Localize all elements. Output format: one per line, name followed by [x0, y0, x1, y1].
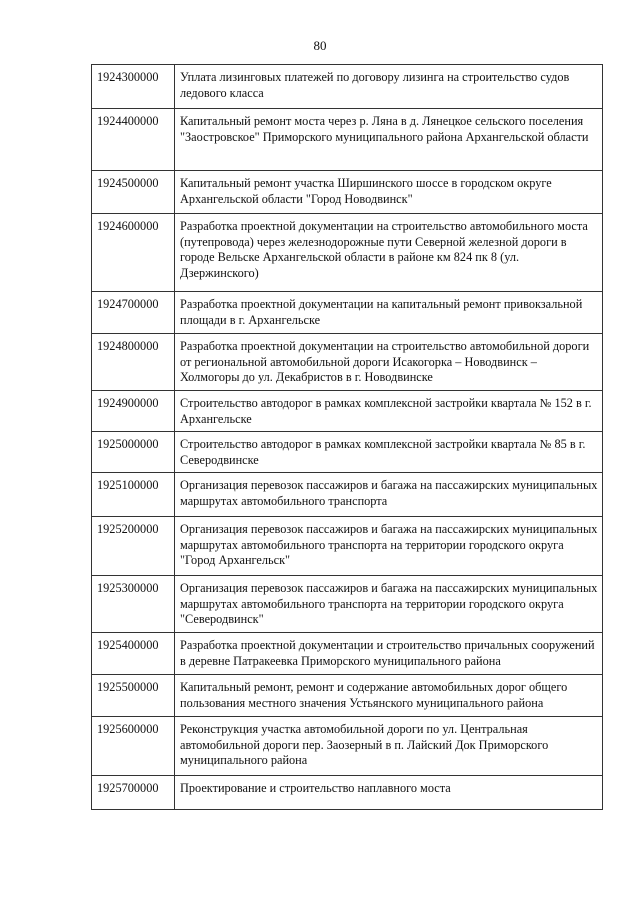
table-row [92, 292, 603, 334]
row-description: Организация перевозок пассажиров и багажа на пассажирских муниципальных маршрутах автомобильного транспорта на территории городского округа "Город Архангельск" [175, 517, 603, 576]
row-description: Уплата лизинговых платежей по договору лизинга на строительство судов ледового класса [175, 65, 603, 109]
table-row [92, 334, 603, 391]
row-description: Разработка проектной документации на строительство автомобильной дороги от региональной автомобильной дороги Исакогорка – Новодвинск – Холмогоры до ул. Декабристов в г. Новодвинске [175, 334, 603, 391]
row-description: Проектирование и строительство наплавного моста [175, 776, 603, 810]
row-description: Капитальный ремонт, ремонт и содержание автомобильных дорог общего пользования местного значения Устьянского муниципального района [175, 675, 603, 717]
row-description: Капитальный ремонт моста через р. Ляна в д. Лянецкое сельского поселения "Заостровское" Приморского муниципального района Архангельской области [175, 109, 603, 171]
row-code: 1925400000 [92, 633, 175, 675]
row-code: 1925500000 [92, 675, 175, 717]
table-row [92, 432, 603, 473]
table-row [92, 717, 603, 776]
row-code: 1924700000 [92, 292, 175, 334]
table-row [92, 109, 603, 171]
row-code: 1924600000 [92, 214, 175, 292]
row-description: Разработка проектной документации на капитальный ремонт привокзальной площади в г. Архангельске [175, 292, 603, 334]
table-row [92, 214, 603, 292]
row-description: Реконструкция участка автомобильной дороги по ул. Центральная автомобильной дороги пер. Заозерный в п. Лайский Док Приморского муниципального района [175, 717, 603, 776]
row-code: 1924300000 [92, 65, 175, 109]
row-code: 1925200000 [92, 517, 175, 576]
row-code: 1924800000 [92, 334, 175, 391]
row-description: Организация перевозок пассажиров и багажа на пассажирских муниципальных маршрутах автомобильного транспорта на территории городского округа "Северодвинск" [175, 576, 603, 633]
row-code: 1925300000 [92, 576, 175, 633]
table-row [92, 576, 603, 633]
page-number: 80 [313, 38, 327, 53]
row-code: 1924500000 [92, 171, 175, 214]
row-description: Разработка проектной документации и строительство причальных сооружений в деревне Патракеевка Приморского муниципального района [175, 633, 603, 675]
table-row [92, 65, 603, 109]
row-code: 1925700000 [92, 776, 175, 810]
row-code: 1925100000 [92, 473, 175, 517]
row-description: Строительство автодорог в рамках комплексной застройки квартала № 152 в г. Архангельске [175, 391, 603, 432]
row-code: 1925000000 [92, 432, 175, 473]
row-code: 1924400000 [92, 109, 175, 171]
row-description: Организация перевозок пассажиров и багажа на пассажирских муниципальных маршрутах автомобильного транспорта [175, 473, 603, 517]
row-code: 1925600000 [92, 717, 175, 776]
row-description: Строительство автодорог в рамках комплексной застройки квартала № 85 в г. Северодвинске [175, 432, 603, 473]
table-row [92, 776, 603, 810]
table-row [92, 391, 603, 432]
row-description: Разработка проектной документации на строительство автомобильного моста (путепровода) через железнодорожные пути Северной железной дороги в городе Вельске Архангельской области в районе км 824 пк 8 (ул. Дзержинского) [175, 214, 603, 292]
table-row [92, 473, 603, 517]
table-row [92, 675, 603, 717]
table-row [92, 633, 603, 675]
row-code: 1924900000 [92, 391, 175, 432]
row-description: Капитальный ремонт участка Ширшинского шоссе в городском округе Архангельской области "Город Новодвинск" [175, 171, 603, 214]
budget-codes-table [91, 64, 603, 810]
table-row [92, 517, 603, 576]
table-row [92, 171, 603, 214]
